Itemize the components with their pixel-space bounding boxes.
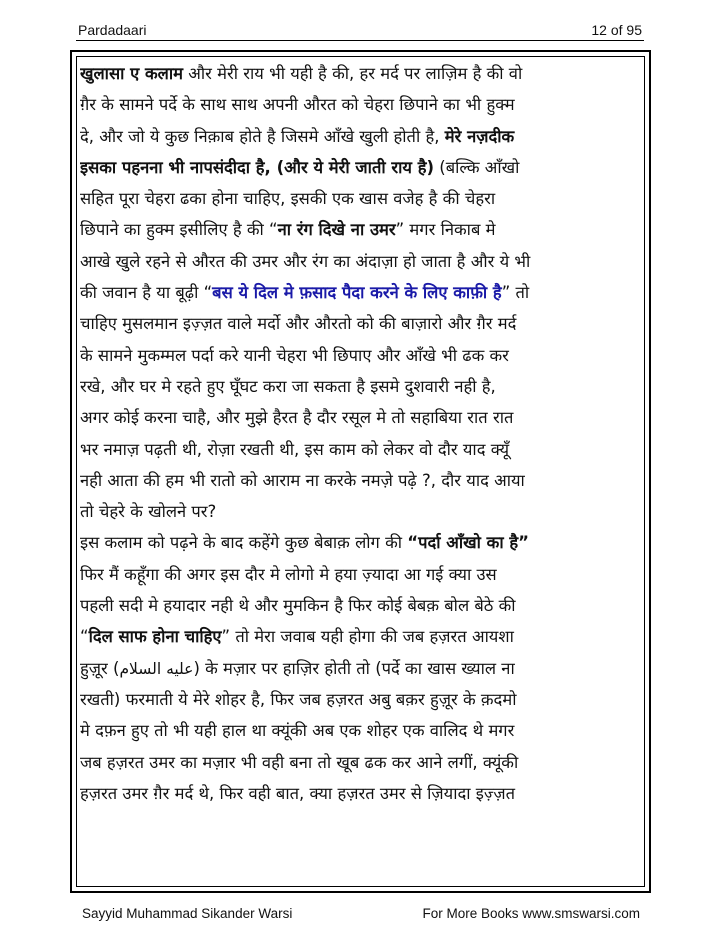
text-line xyxy=(80,89,642,120)
text-line xyxy=(80,152,642,183)
text-segment: और मेरी राय भी यही है की, हर मर्द पर लाज़िम है की वो xyxy=(183,64,523,83)
text-segment: عليه السلام xyxy=(119,659,194,678)
text-line xyxy=(80,371,642,402)
text-segment: ” मगर निकाब मे xyxy=(395,220,496,240)
bold-phrase: “पर्दा आँखो का है” xyxy=(407,533,529,553)
text-line xyxy=(80,183,642,214)
text-line xyxy=(80,621,642,652)
text-line xyxy=(80,496,642,527)
book-title: Pardadaari xyxy=(78,22,147,38)
text-segment: पहली सदी मे हयादार नही थे और मुमकिन है फिर कोई बेबक़ बोल बेठे की xyxy=(80,596,516,616)
text-segment: के सामने मुकम्मल पर्दा करे यानी चेहरा भी छिपाए और आँखे भी ढक कर xyxy=(80,345,509,365)
text-line xyxy=(80,684,642,715)
website-promo: For More Books www.smswarsi.com xyxy=(422,906,640,921)
text-line xyxy=(80,121,642,152)
text-segment: चाहिए मुसलमान इज़्ज़त वाले मर्दो और औरतो को की बाज़ारो और ग़ैर मर्द xyxy=(80,314,517,334)
text-segment: रखती) फरमाती ये मेरे शोहर है, फिर जब हज़रत अबु बक़र हुज़ूर के क़दमो xyxy=(80,689,517,709)
text-segment: की जवान है या बूढ़ी “ xyxy=(80,283,213,303)
bold-phrase: दिल साफ होना चाहिए xyxy=(88,627,222,647)
text-line xyxy=(80,747,642,778)
header-rule xyxy=(76,40,644,41)
text-segment: ” तो मेरा जवाब यही होगा की जब हज़रत आयशा xyxy=(221,627,514,647)
text-line xyxy=(80,653,642,684)
text-line xyxy=(80,214,642,245)
highlighted-phrase: बस ये दिल मे फ़साद पैदा करने के लिए काफ़ी है xyxy=(212,283,502,303)
page-header xyxy=(76,22,644,40)
text-line xyxy=(80,434,642,465)
text-line xyxy=(80,246,642,277)
text-segment: सहित पूरा चेहरा ढका होना चाहिए, इसकी एक खास वजेह है की चेहरा xyxy=(80,189,496,209)
text-segment: तो चेहरे के खोलने पर? xyxy=(80,502,217,522)
text-segment: फिर मैं कहूँगा की अगर इस दौर मे लोगो मे हया ज़्यादा आ गई क्या उस xyxy=(80,564,497,584)
author-name: Sayyid Muhammad Sikander Warsi xyxy=(82,906,293,921)
text-segment: (बल्कि आँखो xyxy=(434,157,520,177)
text-segment: ” तो xyxy=(501,283,530,303)
text-line xyxy=(80,590,642,621)
text-line xyxy=(80,715,642,746)
text-segment: इस कलाम को पढ़ने के बाद कहेंगे कुछ बेबाक़ लोग की xyxy=(80,533,408,553)
text-segment: छिपाने का हुक्म इसीलिए है की “ xyxy=(80,220,278,240)
text-line xyxy=(80,340,642,371)
text-line xyxy=(80,277,642,308)
text-line xyxy=(80,778,642,809)
text-segment: भर नमाज़ पढ़ती थी, रोज़ा रखती थी, इस काम को लेकर वो दौर याद क्यूँ xyxy=(80,439,510,459)
text-segment: अगर कोई करना चाहै, और मुझे हैरत है दौर रसूल मे तो सहाबिया रात रात xyxy=(80,408,514,428)
text-segment: “ xyxy=(80,627,89,647)
text-segment: हज़रत उमर ग़ैर मर्द थे, फिर वही बात, क्या हज़रत उमर से ज़ियादा इज़्ज़त xyxy=(80,783,515,803)
bold-phrase: इसका पहनना भी नापसंदीदा है, (और ये मेरी जाती राय है) xyxy=(80,157,435,177)
text-segment: मे दफ़न हुए तो भी यही हाल था क्यूंकी अब एक शोहर एक वालिद थे मगर xyxy=(80,721,515,741)
text-segment: ग़ैर के सामने पर्दे के साथ साथ अपनी औरत को चेहरा छिपाने का भी हुक्म xyxy=(80,95,515,115)
text-line xyxy=(80,559,642,590)
text-segment: नही आता की हम भी रातो को आराम ना करके नमज़े पढ़े ?, दौर याद आया xyxy=(80,470,525,490)
bold-phrase: मेरे नज़दीक xyxy=(444,126,515,146)
text-line xyxy=(80,402,642,433)
page-indicator: 12 of 95 xyxy=(591,22,642,38)
text-line xyxy=(80,58,642,89)
text-segment: हुज़ूर ( xyxy=(80,658,120,678)
text-line xyxy=(80,527,642,558)
text-segment: आखे खुले रहने से औरत की उमर और रंग का अंदाज़ा हो जाता है और ये भी xyxy=(80,251,531,271)
bold-phrase: ना रंग दिखे ना उमर xyxy=(277,220,396,240)
bold-phrase: खुलासा ए कलाम xyxy=(80,64,183,83)
text-segment: ) के मज़ार पर हाज़िर होती तो (पर्दे का खास ख्याल ना xyxy=(193,658,515,678)
body-text xyxy=(80,58,642,809)
text-segment: जब हज़रत उमर का मज़ार भी वही बना तो खूब ढक कर आने लगीं, क्यूंकी xyxy=(80,752,519,772)
text-line xyxy=(80,465,642,496)
text-line xyxy=(80,308,642,339)
text-segment: रखे, और घर मे रहते हुए घूँघट करा जा सकता है इसमे दुशवारी नही है, xyxy=(80,376,496,396)
text-segment: दे, और जो ये कुछ निक़ाब होते है जिसमे आँखे खुली होती है, xyxy=(80,126,445,146)
